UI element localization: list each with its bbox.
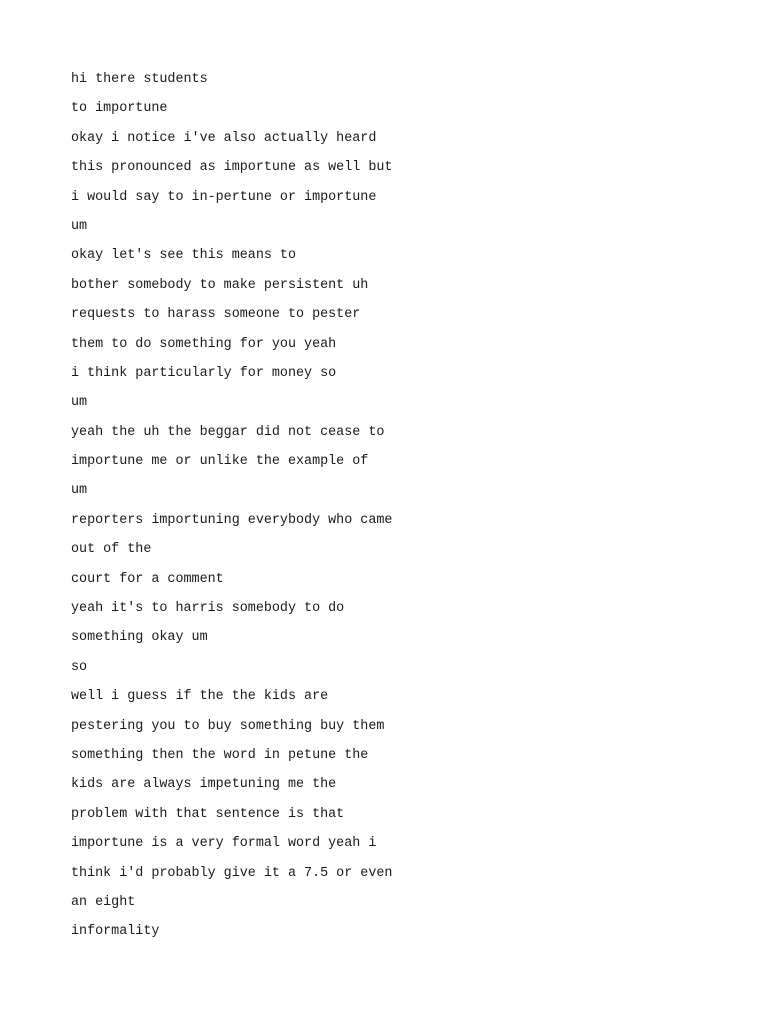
transcript-line: importune is a very formal word yeah i [71, 836, 377, 852]
transcript-line: an eight [71, 894, 136, 910]
transcript-line: um [71, 483, 88, 499]
transcript-line: pestering you to buy something buy them [71, 718, 385, 734]
transcript-line: okay let's see this means to [71, 248, 296, 264]
transcript-line: importune me or unlike the example of [71, 454, 369, 470]
transcript-line: um [71, 218, 88, 234]
transcript-line: well i guess if the the kids are [71, 689, 329, 705]
transcript-line: something okay um [71, 630, 208, 646]
transcript-line: this pronounced as importune as well but [71, 160, 393, 176]
transcript-line: court for a comment [71, 571, 224, 587]
transcript-line: requests to harass someone to pester [71, 307, 361, 323]
transcript-line: think i'd probably give it a 7.5 or even [71, 865, 393, 881]
transcript-line: yeah the uh the beggar did not cease to [71, 424, 385, 440]
transcript-line: to importune [71, 101, 168, 117]
transcript-line: kids are always impetuning me the [71, 777, 337, 793]
transcript-line: informality [71, 924, 160, 940]
transcript-line: yeah it's to harris somebody to do [71, 601, 345, 617]
transcript-line: so [71, 659, 88, 675]
transcript-line: i think particularly for money so [71, 365, 337, 381]
transcript-line: out of the [71, 542, 152, 558]
transcript-line: reporters importuning everybody who came [71, 512, 393, 528]
transcript-line: them to do something for you yeah [71, 336, 337, 352]
transcript-line: something then the word in petune the [71, 747, 369, 763]
transcript-line: problem with that sentence is that [71, 806, 345, 822]
transcript-line: okay i notice i've also actually heard [71, 130, 377, 146]
transcript-line: bother somebody to make persistent uh [71, 277, 369, 293]
transcript-line: hi there students [71, 72, 208, 87]
transcript-document [71, 71, 731, 953]
transcript-line: i would say to in-pertune or importune [71, 189, 377, 205]
transcript-line: um [71, 395, 88, 411]
